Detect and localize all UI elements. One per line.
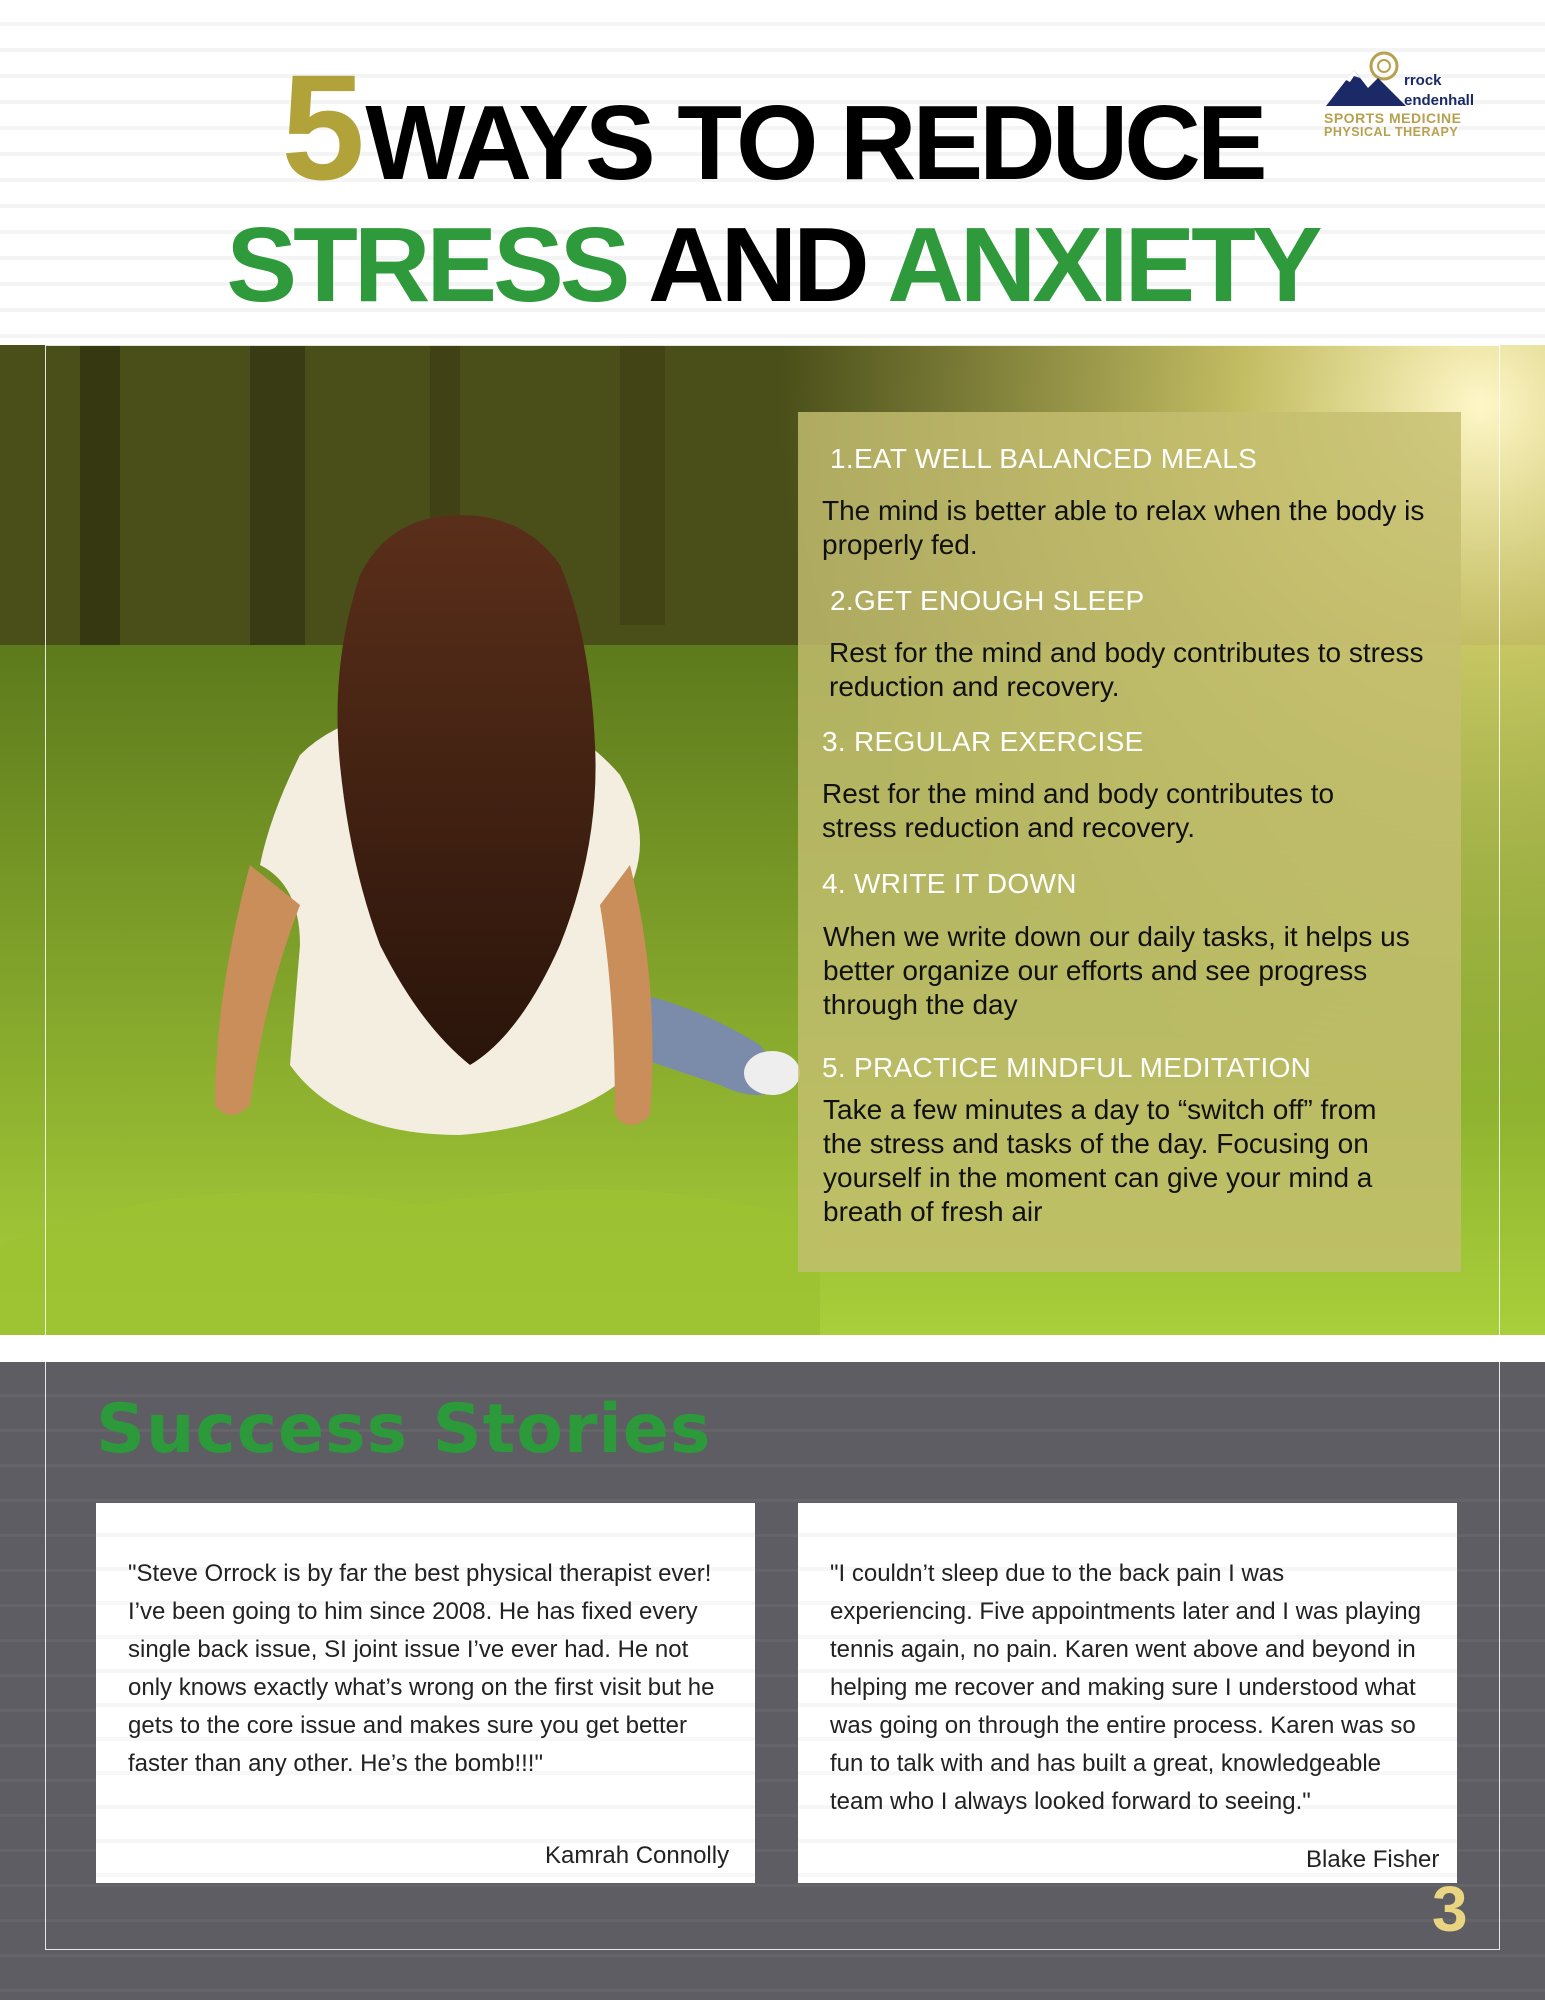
tip-heading-5: 5. PRACTICE MINDFUL MEDITATION: [822, 1052, 1312, 1083]
title-ways-to-reduce: WAYS TO REDUCE: [365, 84, 1264, 202]
testimonial-quote-2: "I couldn’t sleep due to the back pain I was experiencing. Five appointments later and I was playing tennis again, no pain. Karen went above and beyond in helping me recover and making sure I understood what was going on through the entire process. Karen was so fun to talk with and has built a great, knowledgeable team who I always looked forward to seeing.": [830, 1560, 1421, 1815]
tip-body-2: Rest for the mind and body contributes to stress reduction and recovery.: [829, 637, 1424, 702]
title-word-and: AND: [648, 206, 866, 324]
tip-heading-4: 4. WRITE IT DOWN: [822, 868, 1077, 899]
testimonial-author-2: Blake Fisher: [1306, 1846, 1440, 1873]
success-stories-title: Success Stories: [96, 1390, 712, 1469]
title-word-stress: STRESS: [226, 206, 627, 324]
testimonial-quote-1: "Steve Orrock is by far the best physical therapist ever! I’ve been going to him since 2008. He has fixed every single back issue, SI joint issue I’ve ever had. He not only knows exactly what’s wrong on the first visit but he gets to the core issue and makes sure you get better faster than any other. He’s the bomb!!!": [128, 1560, 715, 1777]
logo-text-physical-therapy: PHYSICAL THERAPY: [1324, 125, 1459, 139]
tip-body-1: The mind is better able to relax when the body is properly fed.: [822, 495, 1425, 560]
tip-body-5: Take a few minutes a day to “switch off” from the stress and tasks of the day. Focusing on yourself in the moment can give your mind a breath of fresh air: [823, 1094, 1377, 1227]
title-word-anxiety: ANXIETY: [887, 206, 1319, 324]
logo-text-sports-medicine: SPORTS MEDICINE: [1324, 110, 1462, 126]
title-number: 5: [281, 43, 361, 211]
page-number: 3: [1432, 1873, 1468, 1945]
tip-heading-2: 2.GET ENOUGH SLEEP: [830, 585, 1145, 616]
logo-text-mendenhall: endenhall: [1404, 92, 1475, 109]
tip-body-4: When we write down our daily tasks, it helps us better organize our efforts and see progress through the day: [823, 921, 1410, 1020]
tip-body-3: Rest for the mind and body contributes to stress reduction and recovery.: [822, 778, 1335, 843]
title-line-1: [0, 43, 1545, 211]
clinic-logo: [1320, 50, 1490, 145]
tip-heading-1: 1.EAT WELL BALANCED MEALS: [830, 443, 1258, 474]
tip-heading-3: 3. REGULAR EXERCISE: [822, 726, 1144, 757]
logo-text-orrock: rrock: [1404, 72, 1442, 89]
title-line-2: [0, 206, 1545, 324]
testimonial-author-1: Kamrah Connolly: [545, 1842, 730, 1869]
